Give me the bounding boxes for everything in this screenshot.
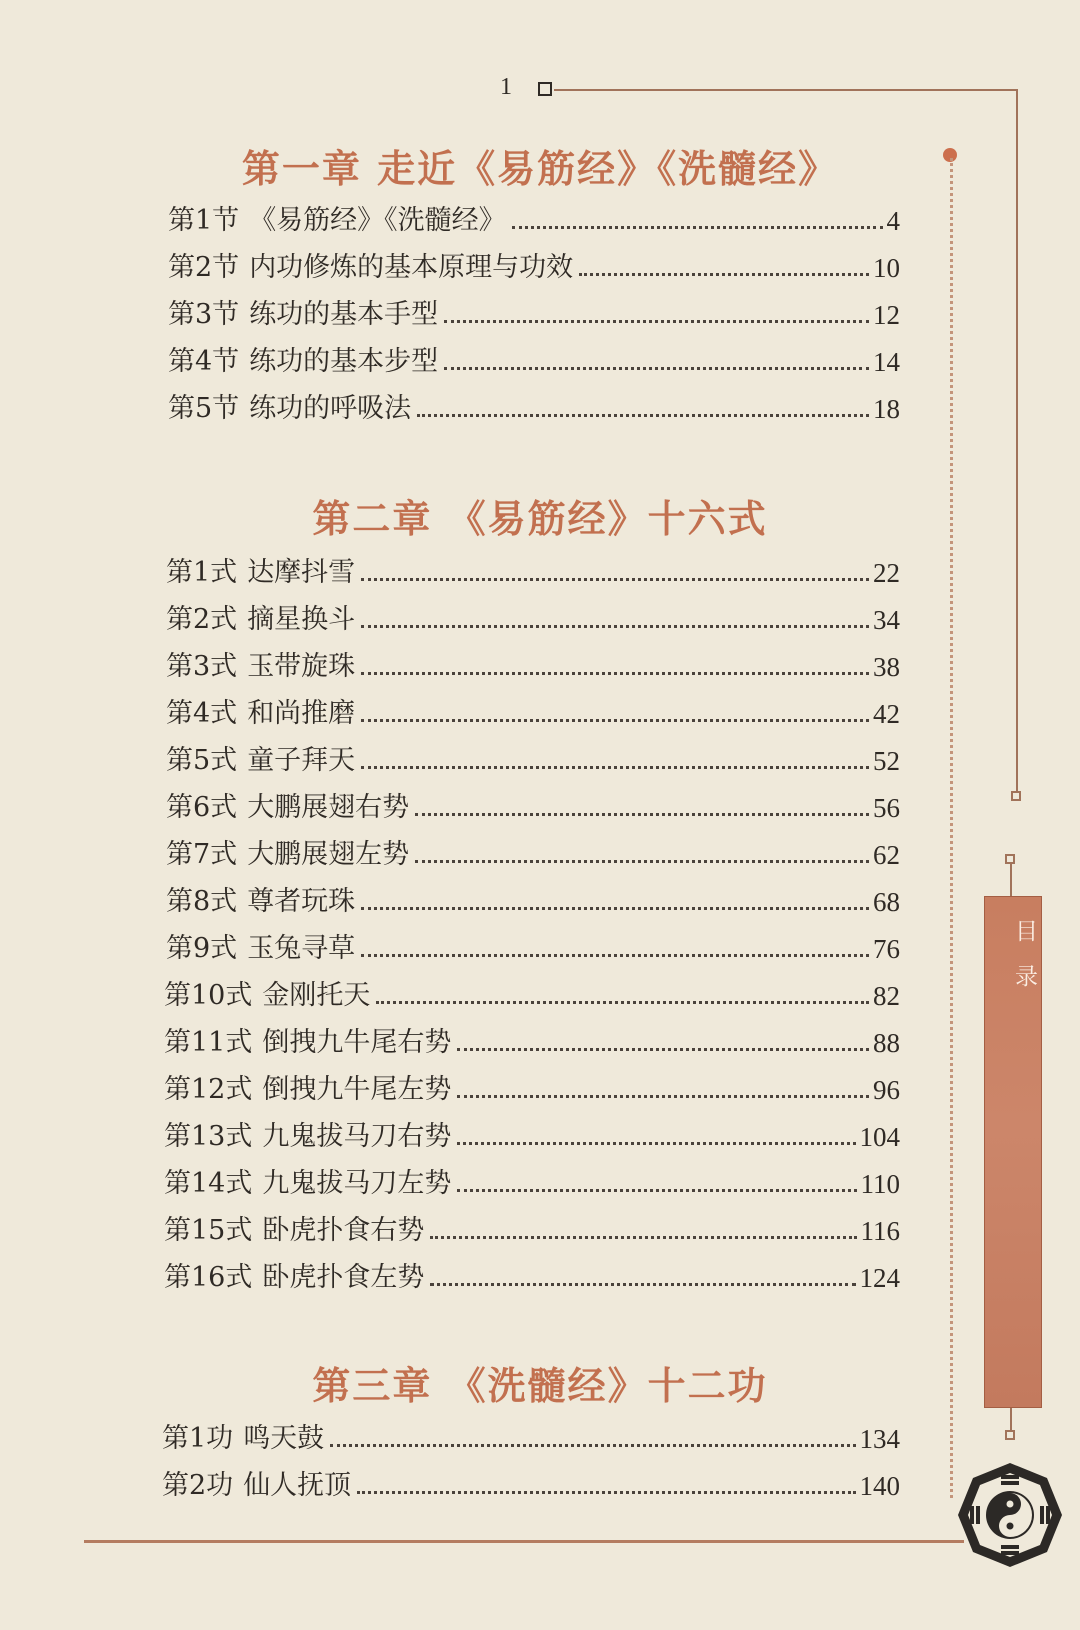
toc-entry[interactable] — [166, 644, 900, 684]
entry-page: 56 — [873, 793, 900, 823]
entry-number: 第3节 — [168, 299, 240, 330]
dot-leader — [330, 1444, 855, 1447]
entry-title: 内功修炼的基本原理与功效 — [249, 252, 574, 283]
entry-page: 110 — [860, 1169, 900, 1199]
toc-entry[interactable] — [168, 386, 900, 426]
dot-leader — [444, 320, 869, 323]
entry-title: 金刚托天 — [262, 980, 371, 1011]
toc-entry[interactable] — [164, 1020, 900, 1060]
entry-title: 玉带旋珠 — [247, 651, 356, 682]
dot-leader — [361, 625, 869, 628]
entry-page: 124 — [859, 1263, 900, 1293]
rule-end-knob — [1011, 791, 1021, 801]
entry-page: 52 — [873, 746, 900, 776]
entry-page: 22 — [873, 558, 900, 588]
entry-title: 倒拽九牛尾左势 — [262, 1074, 452, 1105]
entry-number: 第5节 — [168, 393, 240, 424]
header-rule — [554, 89, 1017, 91]
entry-page: 96 — [873, 1075, 900, 1105]
entry-page: 88 — [873, 1028, 900, 1058]
entry-title: 尊者玩珠 — [247, 886, 356, 917]
toc-entry[interactable] — [166, 785, 900, 825]
toc-entry[interactable] — [166, 879, 900, 919]
page-number: 1 — [500, 74, 512, 100]
entry-title: 摘星换斗 — [247, 604, 356, 635]
entry-number: 第8式 — [166, 886, 238, 917]
entry-page: 42 — [873, 699, 900, 729]
dot-leader — [361, 719, 869, 722]
entry-number: 第11式 — [164, 1027, 253, 1058]
dot-leader — [415, 860, 869, 863]
entry-number: 第1功 — [162, 1423, 234, 1454]
entry-title: 和尚推磨 — [247, 698, 356, 729]
toc-entry[interactable] — [162, 1463, 900, 1503]
side-tab-label: 目录 — [1011, 919, 1037, 1009]
toc-entry[interactable] — [164, 1114, 900, 1154]
toc-entry[interactable] — [166, 691, 900, 731]
dot-leader — [430, 1236, 856, 1239]
entry-number: 第2节 — [168, 252, 240, 283]
entry-number: 第12式 — [164, 1074, 253, 1105]
dot-leader — [579, 273, 869, 276]
entry-title: 仙人抚顶 — [243, 1470, 352, 1501]
entry-number: 第16式 — [164, 1262, 253, 1293]
entry-title: 练功的基本手型 — [249, 299, 439, 330]
toc-entry[interactable] — [164, 1067, 900, 1107]
dot-leader — [457, 1189, 856, 1192]
chapter-title: 第二章 《易筋经》十六式 — [312, 496, 768, 541]
entry-number: 第1式 — [166, 557, 238, 588]
toc-entry[interactable] — [168, 245, 900, 285]
entry-page: 104 — [859, 1122, 900, 1152]
entry-page: 140 — [859, 1471, 900, 1501]
dot-leader — [457, 1048, 869, 1051]
entry-number: 第15式 — [164, 1215, 253, 1246]
entry-page: 12 — [873, 300, 900, 330]
toc-entry[interactable] — [166, 550, 900, 590]
toc-entry[interactable] — [164, 973, 900, 1013]
entry-page: 82 — [873, 981, 900, 1011]
right-border-rule-upper — [1016, 89, 1018, 793]
entry-title: 卧虎扑食左势 — [262, 1262, 425, 1293]
entry-number: 第2功 — [162, 1470, 234, 1501]
entry-title: 练功的呼吸法 — [249, 393, 412, 424]
toc-entry[interactable] — [166, 597, 900, 637]
entry-page: 76 — [873, 934, 900, 964]
entry-title: 卧虎扑食右势 — [262, 1215, 425, 1246]
toc-entry[interactable] — [166, 832, 900, 872]
dot-leader — [444, 367, 869, 370]
toc-entry[interactable] — [166, 926, 900, 966]
chapter-title: 第一章 走近《易筋经》《洗髓经》 — [241, 146, 839, 191]
toc-entry[interactable] — [168, 339, 900, 379]
dot-leader — [417, 414, 869, 417]
entry-number: 第13式 — [164, 1121, 253, 1152]
entry-title: 鸣天鼓 — [243, 1423, 325, 1454]
entry-page: 18 — [873, 394, 900, 424]
entry-page: 68 — [873, 887, 900, 917]
entry-title: 《易筋经》《洗髓经》 — [249, 205, 506, 236]
entry-page: 38 — [873, 652, 900, 682]
dot-leader — [361, 672, 869, 675]
bagua-yin-yang-icon — [955, 1460, 1065, 1570]
entry-number: 第1节 — [168, 205, 240, 236]
entry-title: 玉兔寻草 — [247, 933, 356, 964]
dot-leader — [457, 1142, 855, 1145]
entry-page: 34 — [873, 605, 900, 635]
entry-title: 大鹏展翅左势 — [247, 839, 410, 870]
header-square-ornament — [538, 82, 552, 96]
toc-entry[interactable] — [168, 198, 900, 238]
dotted-margin-rule — [950, 158, 953, 1498]
toc-entry[interactable] — [164, 1161, 900, 1201]
dot-leader — [361, 766, 869, 769]
entry-page: 62 — [873, 840, 900, 870]
dot-leader — [512, 226, 883, 229]
dot-leader — [357, 1491, 855, 1494]
entry-page: 116 — [860, 1216, 900, 1246]
entry-title: 练功的基本步型 — [249, 346, 439, 377]
entry-title: 九鬼拔马刀右势 — [262, 1121, 452, 1152]
entry-number: 第7式 — [166, 839, 238, 870]
dot-leader — [415, 813, 869, 816]
entry-page: 4 — [886, 206, 900, 236]
entry-page: 10 — [873, 253, 900, 283]
dot-leader — [457, 1095, 869, 1098]
entry-page: 14 — [873, 347, 900, 377]
toc-entry[interactable] — [168, 292, 900, 332]
toc-entry[interactable] — [164, 1255, 900, 1295]
entry-number: 第6式 — [166, 792, 238, 823]
entry-number: 第3式 — [166, 651, 238, 682]
dot-leader — [376, 1001, 869, 1004]
entry-title: 达摩抖雪 — [247, 557, 356, 588]
entry-page: 134 — [859, 1424, 900, 1454]
entry-number: 第14式 — [164, 1168, 253, 1199]
entry-title: 童子拜天 — [247, 745, 356, 776]
entry-number: 第5式 — [166, 745, 238, 776]
dot-leader — [361, 578, 869, 581]
dot-leader — [361, 907, 869, 910]
entry-title: 倒拽九牛尾右势 — [262, 1027, 452, 1058]
entry-number: 第9式 — [166, 933, 238, 964]
toc-entry[interactable] — [166, 738, 900, 778]
entry-title: 九鬼拔马刀左势 — [262, 1168, 452, 1199]
entry-number: 第2式 — [166, 604, 238, 635]
contents-side-tab — [984, 896, 1042, 1408]
entry-number: 第10式 — [164, 980, 253, 1011]
toc-entry[interactable] — [164, 1208, 900, 1248]
dot-leader — [430, 1283, 855, 1286]
entry-number: 第4式 — [166, 698, 238, 729]
footer-rule — [84, 1540, 964, 1543]
entry-title: 大鹏展翅右势 — [247, 792, 410, 823]
dot-leader — [361, 954, 869, 957]
chapter-title: 第三章 《洗髓经》十二功 — [312, 1363, 768, 1408]
entry-number: 第4节 — [168, 346, 240, 377]
toc-entry[interactable] — [162, 1416, 900, 1456]
